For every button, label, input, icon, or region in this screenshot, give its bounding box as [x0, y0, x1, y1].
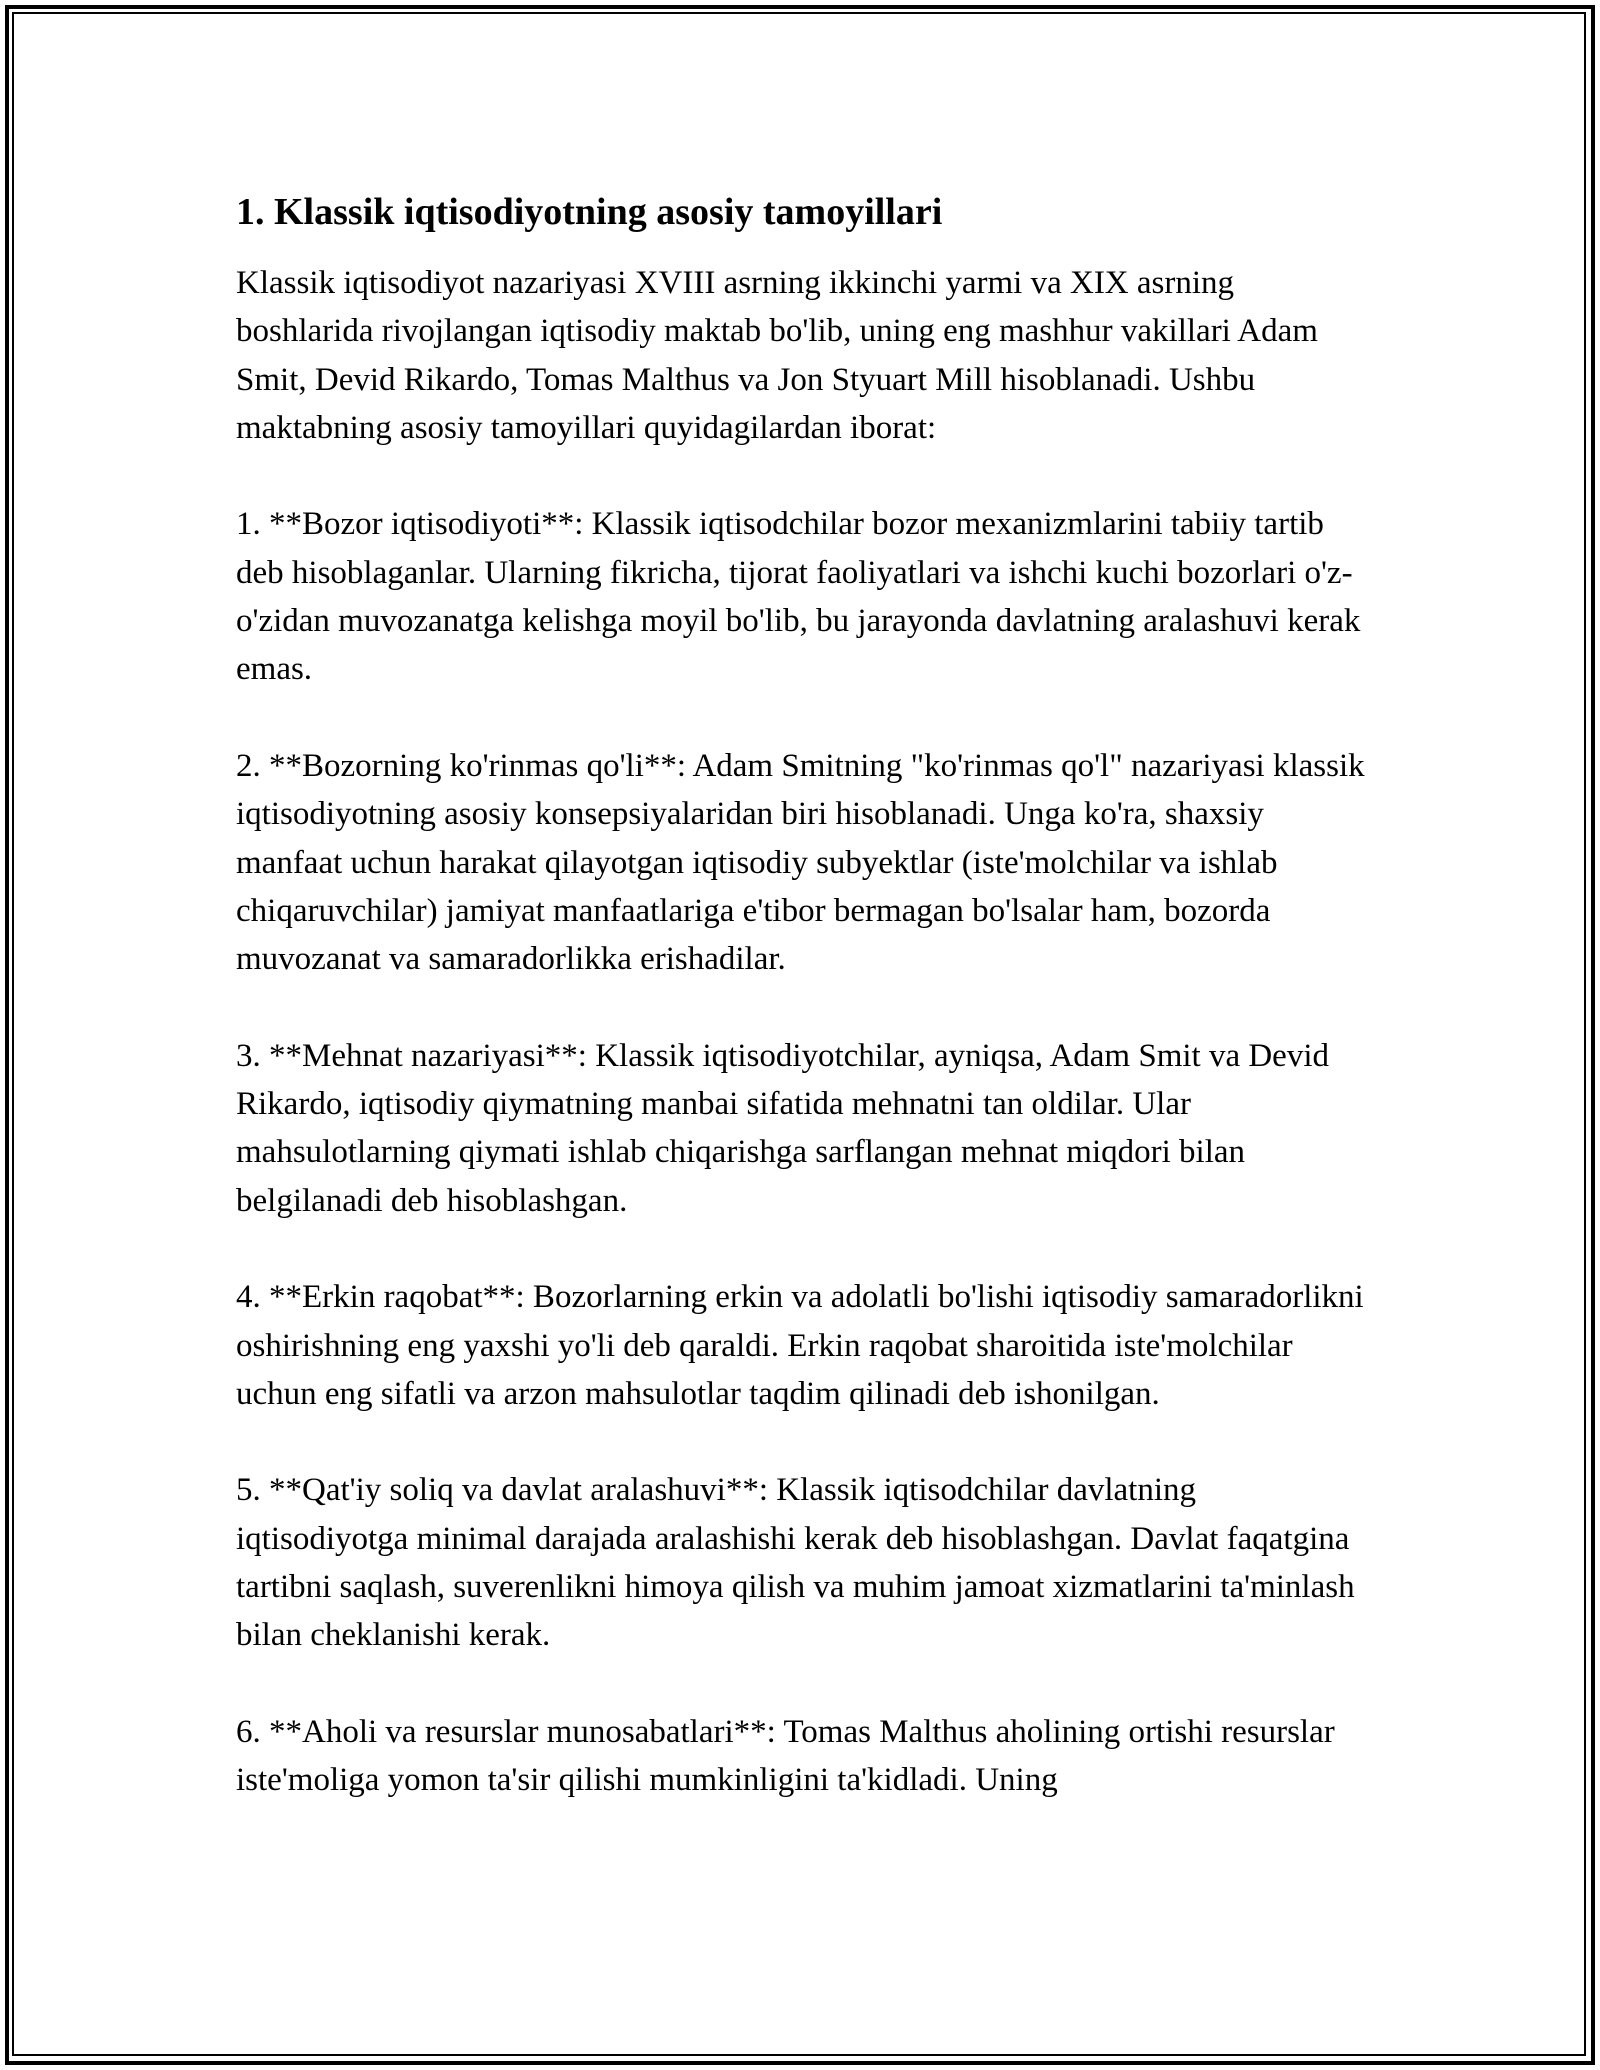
- intro-paragraph: Klassik iqtisodiyot nazariyasi XVIII asrning ikkinchi yarmi va XIX asrning boshlarida rivojlangan iqtisodiy maktab bo'lib, uning eng mashhur vakillari Adam Smit, Devid Rikardo, Tomas Malthus va Jon Styuart Mill hisoblanadi. Ushbu maktabning asosiy tamoyillari quyidagilardan iborat:: [236, 265, 1318, 446]
- principle-1-paragraph: 1. **Bozor iqtisodiyoti**: Klassik iqtisodchilar bozor mexanizmlarini tabiiy tartib deb hisoblaganlar. Ularning fikricha, tijorat faoliyatlari va ishchi kuchi bozorlari o'z-o'zidan muvozanatga kelishga moyil bo'lib, bu jarayonda davlatning aralashuvi kerak emas.: [236, 506, 1361, 688]
- principle-5-paragraph: 5. **Qat'iy soliq va davlat aralashuvi**: Klassik iqtisodchilar davlatning iqtisodiyotga minimal darajada aralashishi kerak deb hisoblashgan. Davlat faqatgina tartibni saqlash, suverenlikni himoya qilish va muhim jamoat xizmatlarini ta'minlash bilan cheklanishi kerak.: [236, 1472, 1355, 1654]
- principle-2-paragraph: 2. **Bozorning ko'rinmas qo'li**: Adam Smitning "ko'rinmas qo'l" nazariyasi klassik iqtisodiyotning asosiy konsepsiyalaridan biri hisoblanadi. Unga ko'ra, shaxsiy manfaat uchun harakat qilayotgan iqtisodiy subyektlar (iste'molchilar va ishlab chiqaruvchilar) jamiyat manfaatlariga e'tibor bermagan bo'lsalar ham, bozorda muvozanat va samaradorlikka erishadilar.: [236, 747, 1365, 978]
- principle-3-paragraph: 3. **Mehnat nazariyasi**: Klassik iqtisodiyotchilar, ayniqsa, Adam Smit va Devid Rikardo, iqtisodiy qiymatning manbai sifatida mehnatni tan oldilar. Ular mahsulotlarning qiymati ishlab chiqarishga sarflangan mehnat miqdori bilan belgilanadi deb hisoblashgan.: [236, 1037, 1329, 1219]
- principle-4-paragraph: 4. **Erkin raqobat**: Bozorlarning erkin va adolatli bo'lishi iqtisodiy samaradorlikni oshirishning eng yaxshi yo'li deb qaraldi. Erkin raqobat sharoitida iste'molchilar uchun eng sifatli va arzon mahsulotlar taqdim qilinadi deb ishonilgan.: [236, 1279, 1364, 1412]
- section-title: 1. Klassik iqtisodiyotning asosiy tamoyillari: [236, 191, 943, 233]
- principle-6-paragraph: 6. **Aholi va resurslar munosabatlari**: Tomas Malthus aholining ortishi resurslar iste'moliga yomon ta'sir qilishi mumkinligini ta'kidladi. Uning: [236, 1713, 1335, 1799]
- document-body: [236, 188, 1376, 1853]
